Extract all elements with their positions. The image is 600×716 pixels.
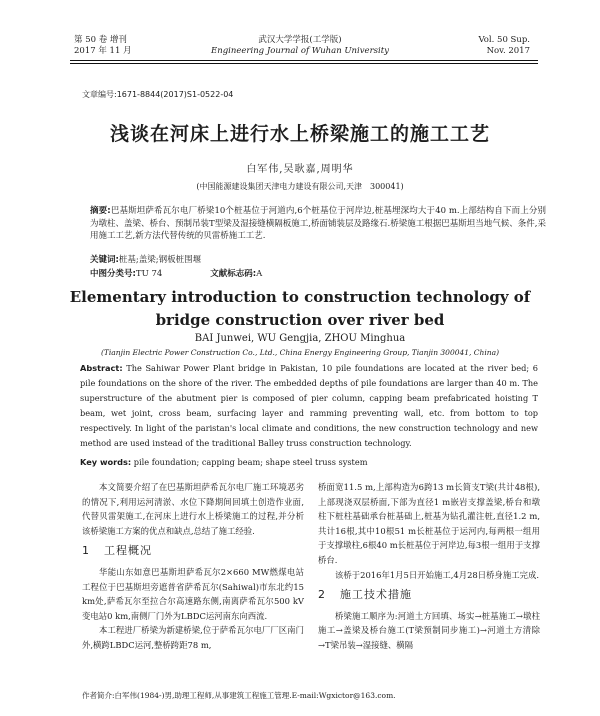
authors-en: BAI Junwei, WU Gengjia, ZHOU Minghua: [194, 333, 406, 344]
journal-name-en: Engineering Journal of Wuhan University: [211, 46, 389, 56]
section-2-number: 2: [318, 588, 326, 602]
keywords-en-label: Key words:: [80, 457, 132, 467]
code-label: 文献标志码:: [210, 269, 257, 279]
header-rule-thin: [70, 63, 538, 64]
affiliation-en: (Tianjin Electric Power Construction Co., Ltd., China Energy Engineering Group, Tianjin 300041, China): [100, 348, 500, 357]
section-1-paragraph-2-cont: 桥面宽11.5 m,上部构造为6跨13 m长简支T梁(共计48根),上部现浇双层桥面,下部为直径1 m嵌岩支撑盖梁,桥台和墩柱下桩柱基础承台桩基础上,桩基为钻孔灌注桩,直径1.2 m,共计16根,其中10根51 m长桩基位于运河内,每两根一组用于支撑墩柱,6根40 m长桩基位于河岸边,每3根一组用于支撑桥台.: [318, 482, 540, 565]
abstract-cn-label: 摘要:: [90, 206, 111, 216]
abstract-en-text: The Sahiwar Power Plant bridge in Pakistan, 10 pile foundations are located at the river bed; 6 pile foundations on the shore of the river. The embedded depths of pile foundations are larger than 40 m. The superstructure of the abutment pier is composed of pier column, capping beam prefabricated hoisting T beam, wet joint, cross beam, surfacing layer and ramming preventing wall, etc. from bottom to top respectively. In light of the paristan's local climate and conditions, the new construction technology and new method are used instead of the traditional Balley truss construction technology.: [80, 363, 538, 448]
volume-line-en: Vol. 50 Sup.: [478, 35, 530, 45]
section-2-paragraph-1: 桥梁施工顺序为:河道土方回填、场实→桩基施工→墩柱施工→盖梁及桥台施工(T梁预制同步施工)→河道土方清除→T梁吊装→湿接缝、横隔: [318, 610, 540, 650]
affiliation-cn: (中国能源建设集团天津电力建设有限公司,天津 300041): [196, 182, 404, 191]
article-number: 文章编号:1671-8844(2017)S1-0522-04: [82, 90, 234, 99]
section-1-number: 1: [82, 544, 90, 558]
section-2-heading: [318, 588, 540, 603]
clc-label: 中图分类号:: [90, 269, 136, 279]
body-column-right: [318, 480, 540, 653]
keywords-cn-label: 关键词:: [90, 255, 119, 265]
authors-cn: 白军伟,吴耿嘉,周明华: [246, 164, 354, 175]
section-1-paragraph-1: 华能山东如意巴基斯坦萨希瓦尔2×660 MW燃煤电站工程位于巴基斯坦旁遮普省萨希瓦尔(Sahiwal)市东北约15 km处,萨希瓦尔至拉合尔高速路东侧,南离萨希瓦尔500 kV变电站0 km,南侧厂门外为LBDC运河南东向西流.: [82, 566, 304, 621]
section-1-title: 工程概况: [104, 544, 152, 558]
paper-title-cn: 浅谈在河床上进行水上桥梁施工的施工工艺: [109, 123, 490, 145]
section-1-paragraph-2: 本工程进厂桥梁为新建桥梁,位于萨希瓦尔电厂厂区南门外,横跨LBDC运河,整桥跨距78 m,: [82, 625, 304, 650]
keywords-cn: [90, 253, 201, 265]
intro-paragraph: 本文简要介绍了在巴基斯坦萨希瓦尔电厂施工环境恶劣的情况下,利用运河清淤、水位下降期间回填土创造作业面,代替贝雷架施工,在河床上进行水上桥梁施工的过程,并分析该桥梁施工方案的优点和缺点,总结了施工经验.: [82, 482, 304, 536]
journal-name-cn: 武汉大学学报(工学版): [258, 35, 342, 45]
keywords-en-text: pile foundation; capping beam; shape steel truss system: [133, 457, 368, 467]
clc-value: TU 74: [135, 269, 163, 279]
paper-title-en-line2: bridge construction over river bed: [155, 311, 445, 329]
author-footnote: 作者简介:白军伟(1984-)男,助理工程师,从事建筑工程施工管理.E-mail:Wgxictor@163.com.: [82, 691, 396, 700]
classification-line: [90, 267, 262, 279]
keywords-cn-text: 桩基;盖梁;钢板桩围堰: [118, 255, 202, 265]
abstract-cn: [90, 205, 546, 243]
volume-line: 第 50 卷 增刊: [74, 35, 127, 45]
date-line-en: Nov. 2017: [486, 46, 530, 56]
section-2-title: 施工技术措施: [340, 588, 412, 602]
abstract-en-label: Abstract:: [80, 363, 123, 373]
section-1-heading: [82, 544, 304, 559]
section-1-paragraph-3: 该桥于2016年1月5日开始施工,4月28日桥身施工完成.: [335, 569, 540, 580]
header-rule-thick: [70, 60, 538, 61]
abstract-cn-text: 巴基斯坦萨希瓦尔电厂桥梁10个桩基位于河道内,6个桩基位于河岸边,桩基埋深均大于40 m.上部结构自下而上分别为墩柱、盖梁、桥台、预制吊装T型梁及湿接缝横隔板施工,桥面铺装层及路缘石.桥梁施工根据巴基斯坦当地气候、条件,采用施工工艺,新方法代替传统的贝雷桥施工工艺.: [90, 206, 546, 241]
date-line: 2017 年 11 月: [74, 46, 132, 56]
code-value: A: [256, 269, 263, 279]
body-column-left: [82, 480, 304, 653]
paper-title-en-line1: Elementary introduction to construction technology of: [69, 288, 531, 306]
paper-title-en: [0, 286, 600, 332]
keywords-en: [80, 457, 538, 467]
abstract-en: [80, 361, 538, 451]
journal-volume-info-en: [478, 35, 530, 57]
